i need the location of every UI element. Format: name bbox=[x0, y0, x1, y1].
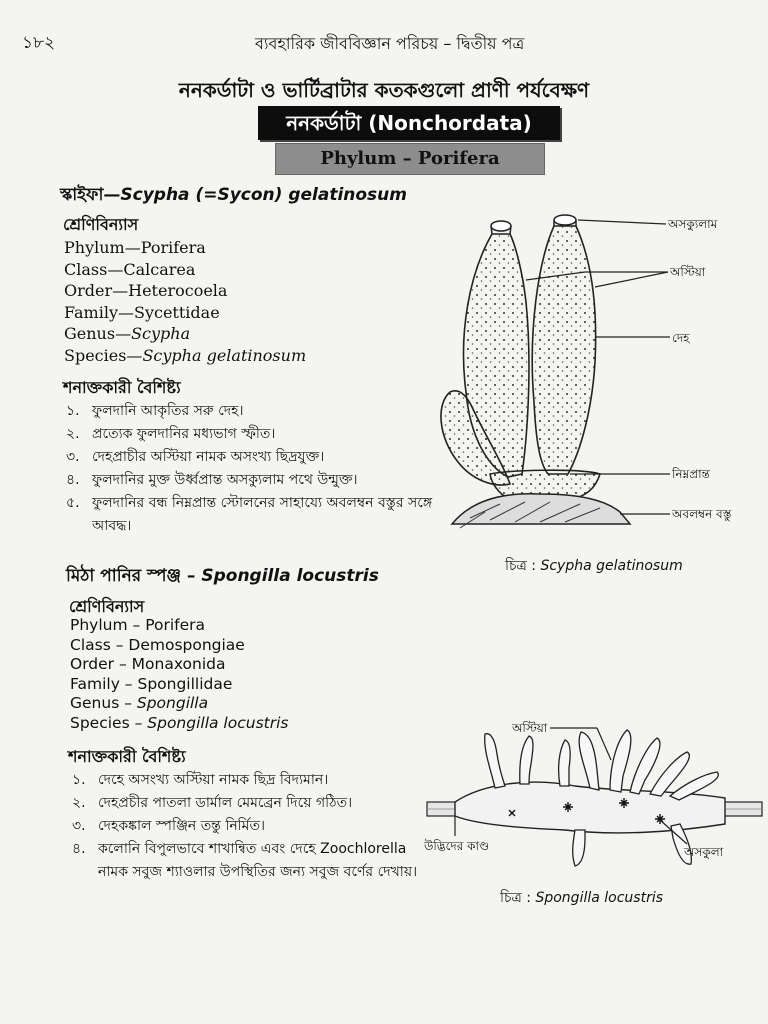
feature-text: দেহপ্রাচীর অস্টিয়া নামক অসংখ্য ছিদ্রযুক্ত। bbox=[92, 449, 325, 465]
taxonomy-row bbox=[64, 237, 306, 259]
taxonomy-value: Scypha bbox=[131, 324, 191, 343]
feature-text: দেহকঙ্কাল স্পঞ্জিন তন্তু নির্মিত। bbox=[98, 818, 265, 834]
scypha-features-heading: শনাক্তকারী বৈশিষ্ট্য bbox=[63, 378, 181, 397]
feature-item bbox=[66, 423, 446, 446]
taxonomy-row bbox=[70, 655, 288, 675]
feature-item bbox=[66, 469, 446, 492]
feature-number: ১. bbox=[72, 772, 86, 788]
taxonomy-rank: Genus— bbox=[64, 324, 132, 343]
taxonomy-rank: Family— bbox=[64, 302, 134, 322]
taxonomy-row bbox=[64, 302, 306, 324]
taxonomy-row bbox=[64, 323, 306, 345]
feature-item bbox=[72, 815, 422, 838]
taxonomy-rank: Genus – bbox=[70, 694, 137, 713]
taxonomy-row bbox=[64, 259, 306, 281]
spongilla-features-heading: শনাক্তকারী বৈশিষ্ট্য bbox=[68, 747, 186, 766]
scypha-caption-sci: Scypha gelatinosum bbox=[540, 558, 683, 574]
feature-text: ফুলদানি আকৃতির সরু দেহ। bbox=[92, 403, 244, 419]
scypha-right-vase bbox=[532, 226, 595, 474]
spongilla-title bbox=[66, 563, 379, 591]
taxonomy-value: Monaxonida bbox=[131, 655, 226, 674]
taxonomy-rank: Species – bbox=[70, 713, 148, 732]
spongilla-taxonomy-list bbox=[70, 616, 288, 734]
page-title: ননকর্ডাটা ও ভার্টিব্রাটার কতকগুলো প্রাণী পর্যবেক্ষণ bbox=[178, 78, 590, 102]
feature-text: ফুলদানির বন্ধ নিম্নপ্রান্ত স্টোলনের সাহায্যে অবলম্বন বস্তুর সঙ্গে আবদ্ধ। bbox=[92, 495, 433, 534]
taxonomy-rank: Phylum – bbox=[70, 616, 146, 634]
feature-number: ১. bbox=[66, 403, 80, 419]
taxonomy-rank: Species— bbox=[64, 345, 143, 365]
scypha-caption bbox=[505, 554, 683, 578]
feature-item bbox=[72, 792, 422, 815]
taxonomy-rank: Class— bbox=[64, 259, 124, 279]
taxonomy-rank: Order – bbox=[70, 655, 132, 674]
label-plant-stem: উদ্ভিদের কাণ্ড bbox=[424, 839, 490, 853]
label-ostia: অস্টিয়া bbox=[670, 265, 706, 279]
label-osculum: অসক্যুলাম bbox=[668, 217, 718, 231]
taxonomy-value: Spongilla locustris bbox=[147, 713, 289, 732]
taxonomy-rank: Order— bbox=[64, 281, 129, 300]
scypha-features-list bbox=[66, 400, 446, 538]
spongilla-title-bn: মিঠা পানির স্পঞ্জ – bbox=[66, 566, 202, 586]
feature-number: ২. bbox=[72, 795, 86, 811]
taxonomy-value: Heterocoela bbox=[128, 281, 228, 300]
taxonomy-value: Calcarea bbox=[123, 259, 196, 279]
taxonomy-value: Spongillidae bbox=[137, 674, 233, 693]
scypha-title-bn: স্কাইফা— bbox=[60, 185, 121, 205]
page-number: ১৮২ bbox=[22, 33, 56, 53]
feature-text: দেহে অসংখ্য অস্টিয়া নামক ছিদ্র বিদ্যমান। bbox=[98, 772, 329, 788]
feature-item bbox=[66, 400, 446, 423]
spongilla-title-sci: Spongilla locustris bbox=[201, 566, 379, 586]
spongilla-features-list bbox=[72, 769, 422, 884]
taxonomy-row bbox=[70, 694, 288, 714]
feature-item bbox=[72, 769, 422, 792]
label-substratum: অবলম্বন বস্তু bbox=[672, 507, 732, 521]
spongilla-classification-heading: শ্রেণিবিন্যাস bbox=[69, 597, 145, 616]
taxonomy-row bbox=[70, 675, 288, 695]
label-body: দেহ bbox=[672, 331, 690, 345]
feature-number: ৪. bbox=[66, 472, 80, 488]
scypha-classification-heading: শ্রেণিবিন্যাস bbox=[63, 215, 139, 234]
label-spongilla-osculum: অসকুলা bbox=[684, 845, 724, 859]
taxonomy-row bbox=[70, 636, 288, 656]
scypha-title bbox=[60, 182, 407, 210]
feature-item bbox=[72, 838, 422, 884]
scypha-illustration bbox=[430, 212, 768, 552]
feature-text: দেহপ্রচীর পাতলা ডার্মাল মেমব্রেন দিয়ে গঠিত। bbox=[98, 795, 353, 811]
section-banner: ননকর্ডাটা (Nonchordata) bbox=[258, 106, 560, 140]
taxonomy-value: Spongilla bbox=[136, 694, 209, 713]
taxonomy-value: Scypha gelatinosum bbox=[142, 345, 307, 365]
feature-item bbox=[66, 492, 446, 538]
phylum-banner: Phylum – Porifera bbox=[275, 143, 545, 175]
taxonomy-row bbox=[70, 616, 288, 636]
spongilla-caption-prefix: চিত্র : bbox=[500, 890, 536, 906]
feature-number: ৩. bbox=[66, 449, 80, 465]
scypha-taxonomy-list bbox=[64, 237, 306, 366]
label-base: নিম্নপ্রান্ত bbox=[672, 467, 710, 481]
taxonomy-value: Demospongiae bbox=[128, 635, 245, 654]
taxonomy-value: Porifera bbox=[145, 616, 206, 634]
taxonomy-value: Porifera bbox=[140, 238, 206, 257]
feature-item bbox=[66, 446, 446, 469]
feature-number: ৫. bbox=[66, 495, 80, 511]
feature-number: ৪. bbox=[72, 841, 86, 857]
feature-number: ৩. bbox=[72, 818, 86, 834]
taxonomy-row bbox=[64, 345, 306, 367]
spongilla-caption-sci: Spongilla locustris bbox=[535, 890, 664, 906]
taxonomy-value: Sycettidae bbox=[134, 302, 220, 322]
running-title: ব্যবহারিক জীববিজ্ঞান পরিচয় – দ্বিতীয় পত্র bbox=[255, 34, 525, 53]
feature-text: প্রত্যেক ফুলদানির মধ্যভাগ স্ফীত। bbox=[92, 426, 276, 442]
feature-text: কলোনি বিপুলভাবে শাখান্বিত এবং দেহে Zoochlorella নামক সবুজ শ্যাওলার উপস্থিতির জন্য সবুজ বর্ণের দেখায়। bbox=[98, 841, 418, 880]
label-spongilla-ostia: অস্টিয়া bbox=[512, 721, 548, 735]
taxonomy-row bbox=[64, 280, 306, 302]
taxonomy-rank: Class – bbox=[70, 635, 129, 654]
scypha-title-sci: Scypha (=Sycon) gelatinosum bbox=[120, 185, 407, 205]
taxonomy-rank: Family – bbox=[70, 674, 138, 693]
scypha-substratum bbox=[452, 494, 630, 524]
feature-number: ২. bbox=[66, 426, 80, 442]
spongilla-caption bbox=[500, 886, 663, 910]
feature-text: ফুলদানির মুক্ত উর্ধ্বপ্রান্ত অসক্যুলাম পথে উন্মুক্ত। bbox=[92, 472, 358, 488]
scypha-caption-prefix: চিত্র : bbox=[505, 558, 541, 574]
taxonomy-rank: Phylum— bbox=[64, 238, 141, 257]
taxonomy-row bbox=[70, 714, 288, 734]
